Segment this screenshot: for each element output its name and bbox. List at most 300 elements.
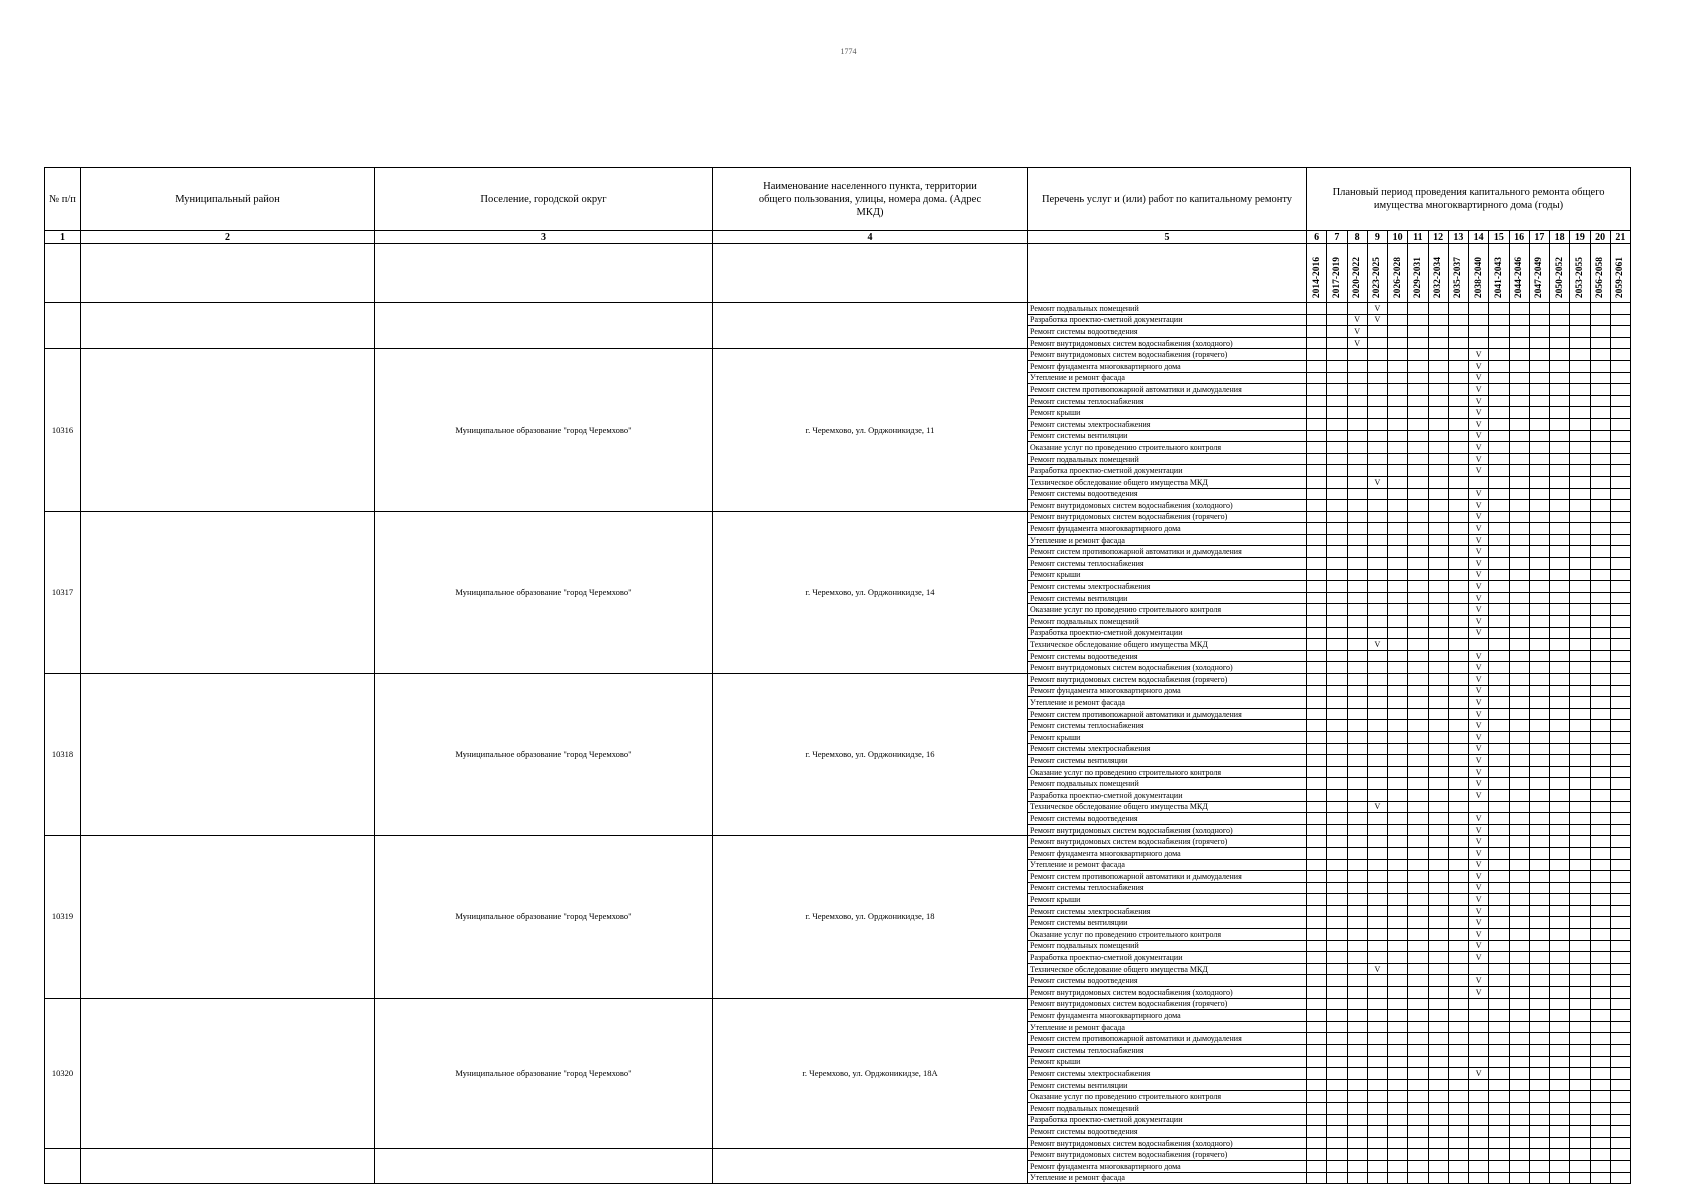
period-cell — [1570, 813, 1590, 825]
period-cell — [1610, 882, 1630, 894]
period-cell — [1509, 384, 1529, 396]
period-cell — [1448, 488, 1468, 500]
period-cell — [1610, 558, 1630, 570]
period-cell — [1570, 952, 1590, 964]
period-cell — [1610, 314, 1630, 326]
planned-mark: V — [1374, 315, 1381, 325]
period-cell — [1327, 1021, 1347, 1033]
period-cell — [1408, 476, 1428, 488]
period-cell — [1428, 1021, 1448, 1033]
period-cell — [1388, 1114, 1408, 1126]
period-cell — [1347, 697, 1367, 709]
period-cell — [1327, 1137, 1347, 1149]
period-cell — [1307, 616, 1327, 628]
period-cell — [1509, 407, 1529, 419]
period-cell — [1428, 952, 1448, 964]
period-cell — [1388, 1079, 1408, 1091]
work-item: Ремонт системы водоотведения — [1028, 1126, 1307, 1138]
period-cell — [1428, 755, 1448, 767]
period-cell — [1509, 523, 1529, 535]
period-cell — [1307, 1091, 1327, 1103]
period-cell — [1408, 1160, 1428, 1172]
period-cell — [1590, 882, 1610, 894]
period-cell — [1550, 708, 1570, 720]
period-cell — [1408, 1033, 1428, 1045]
period-cell — [1610, 488, 1630, 500]
period-cell — [1307, 685, 1327, 697]
period-cell — [1529, 1033, 1549, 1045]
period-cell — [1469, 303, 1489, 315]
period-cell — [1509, 546, 1529, 558]
period-cell — [1408, 755, 1428, 767]
period-cell — [1367, 581, 1387, 593]
period-cell — [1529, 824, 1549, 836]
planned-mark: V — [1475, 1068, 1482, 1078]
period-cell — [1610, 627, 1630, 639]
period-cell — [1408, 963, 1428, 975]
period-header — [1367, 244, 1387, 303]
period-cell — [1469, 963, 1489, 975]
period-cell — [1509, 755, 1529, 767]
period-cell — [1610, 871, 1630, 883]
period-cell — [1428, 1126, 1448, 1138]
period-cell — [1610, 360, 1630, 372]
period-cell — [1570, 1056, 1590, 1068]
period-cell — [1570, 1137, 1590, 1149]
work-item: Ремонт подвальных помещений — [1028, 940, 1307, 952]
column-number: 17 — [1529, 231, 1549, 244]
period-cell — [1469, 1114, 1489, 1126]
period-cell — [1570, 465, 1590, 477]
period-cell — [1347, 349, 1367, 361]
period-cell — [1388, 1068, 1408, 1080]
period-cell — [1570, 801, 1590, 813]
work-item: Ремонт внутридомовых систем водоснабжения (холодного) — [1028, 824, 1307, 836]
period-cell — [1428, 697, 1448, 709]
period-cell — [1307, 1010, 1327, 1022]
period-cell — [1347, 303, 1367, 315]
work-item: Оказание услуг по проведению строительного контроля — [1028, 442, 1307, 454]
period-cell — [1408, 789, 1428, 801]
period-cell — [1327, 650, 1347, 662]
period-cell — [1347, 465, 1367, 477]
period-cell — [1327, 917, 1347, 929]
planned-mark: V — [1475, 767, 1482, 777]
planned-mark: V — [1475, 732, 1482, 742]
period-cell — [1489, 418, 1509, 430]
period-cell — [1469, 1091, 1489, 1103]
period-cell — [1469, 894, 1489, 906]
period-cell — [1509, 592, 1529, 604]
period-cell — [1428, 847, 1448, 859]
work-item: Ремонт внутридомовых систем водоснабжения (горячего) — [1028, 998, 1307, 1010]
period-cell — [1489, 789, 1509, 801]
period-cell — [1408, 917, 1428, 929]
period-cell — [1307, 627, 1327, 639]
group-address: г. Черемхово, ул. Орджоникидзе, 14 — [713, 511, 1028, 673]
period-cell — [1448, 384, 1468, 396]
period-cell — [1590, 963, 1610, 975]
period-cell — [1327, 1045, 1347, 1057]
period-cell — [1590, 1102, 1610, 1114]
period-cell — [1529, 488, 1549, 500]
period-cell — [1448, 476, 1468, 488]
period-cell — [1388, 894, 1408, 906]
period-cell — [1610, 500, 1630, 512]
period-cell — [1570, 1010, 1590, 1022]
period-cell — [1529, 720, 1549, 732]
period-cell — [1428, 882, 1448, 894]
period-cell — [1448, 685, 1468, 697]
period-cell — [1367, 465, 1387, 477]
period-cell — [1590, 836, 1610, 848]
period-cell — [1347, 674, 1367, 686]
period-cell — [1367, 1068, 1387, 1080]
period-cell — [1367, 697, 1387, 709]
period-cell — [1327, 430, 1347, 442]
planned-mark: V — [1374, 303, 1381, 313]
period-cell — [1408, 697, 1428, 709]
planned-mark: V — [1475, 547, 1482, 557]
period-cell — [1327, 349, 1347, 361]
period-cell — [1570, 337, 1590, 349]
period-header — [1307, 244, 1327, 303]
period-cell — [1590, 697, 1610, 709]
period-cell — [1367, 824, 1387, 836]
table-row — [45, 511, 1631, 523]
planned-mark: V — [1475, 976, 1482, 986]
period-cell — [1509, 453, 1529, 465]
period-cell — [1509, 685, 1529, 697]
period-cell — [1428, 314, 1448, 326]
work-item: Ремонт системы теплоснабжения — [1028, 1045, 1307, 1057]
period-cell — [1469, 1160, 1489, 1172]
planned-mark: V — [1475, 558, 1482, 568]
work-item: Ремонт внутридомовых систем водоснабжения (холодного) — [1028, 337, 1307, 349]
period-cell — [1327, 987, 1347, 999]
planned-mark: V — [1475, 871, 1482, 881]
period-cell — [1550, 558, 1570, 570]
period-cell — [1327, 894, 1347, 906]
period-cell — [1509, 743, 1529, 755]
period-cell — [1489, 1045, 1509, 1057]
work-item: Ремонт внутридомовых систем водоснабжения (холодного) — [1028, 987, 1307, 999]
period-cell — [1590, 708, 1610, 720]
period-cell — [1610, 1102, 1630, 1114]
period-cell — [1610, 465, 1630, 477]
period-cell — [1529, 952, 1549, 964]
period-cell — [1327, 952, 1347, 964]
period-cell — [1428, 534, 1448, 546]
period-cell — [1610, 847, 1630, 859]
planned-mark: V — [1475, 350, 1482, 360]
period-cell — [1428, 871, 1448, 883]
period-cell — [1469, 685, 1489, 697]
period-cell — [1509, 674, 1529, 686]
period-cell — [1408, 581, 1428, 593]
period-cell — [1428, 465, 1448, 477]
period-cell — [1327, 789, 1347, 801]
period-cell — [1307, 674, 1327, 686]
period-cell — [1529, 801, 1549, 813]
period-cell — [1590, 905, 1610, 917]
period-cell — [1408, 847, 1428, 859]
period-cell — [1529, 882, 1549, 894]
period-cell — [1570, 581, 1590, 593]
period-cell — [1469, 766, 1489, 778]
period-cell — [1327, 662, 1347, 674]
period-cell — [1489, 639, 1509, 651]
period-cell — [1367, 488, 1387, 500]
period-cell — [1408, 627, 1428, 639]
period-cell — [1347, 917, 1367, 929]
period-cell — [1489, 488, 1509, 500]
period-cell — [1469, 534, 1489, 546]
period-cell — [1408, 1045, 1428, 1057]
period-cell — [1590, 569, 1610, 581]
work-item: Ремонт внутридомовых систем водоснабжения (горячего) — [1028, 836, 1307, 848]
period-cell — [1469, 998, 1489, 1010]
period-cell — [1489, 592, 1509, 604]
period-cell — [1408, 1079, 1428, 1091]
planned-mark: V — [1475, 813, 1482, 823]
period-cell — [1367, 360, 1387, 372]
column-number: 3 — [375, 231, 713, 244]
period-cell — [1509, 1126, 1529, 1138]
period-label: 2038-2040 — [1473, 256, 1484, 298]
period-cell — [1489, 1068, 1509, 1080]
period-cell — [1347, 859, 1367, 871]
period-cell — [1509, 929, 1529, 941]
period-cell — [1610, 592, 1630, 604]
period-cell — [1509, 1091, 1529, 1103]
period-cell — [1388, 534, 1408, 546]
period-cell — [1570, 430, 1590, 442]
period-cell — [1327, 998, 1347, 1010]
period-cell — [1307, 859, 1327, 871]
period-cell — [1408, 488, 1428, 500]
period-cell — [1509, 326, 1529, 338]
period-cell — [1469, 592, 1489, 604]
period-cell — [1509, 488, 1529, 500]
period-cell — [1610, 511, 1630, 523]
period-cell — [1590, 511, 1610, 523]
period-cell — [1469, 418, 1489, 430]
period-cell — [1327, 616, 1347, 628]
period-cell — [1367, 952, 1387, 964]
group-num: 10317 — [45, 511, 81, 673]
period-cell — [1590, 1091, 1610, 1103]
period-cell — [1610, 1114, 1630, 1126]
period-cell — [1428, 674, 1448, 686]
period-cell — [1529, 813, 1549, 825]
period-cell — [1590, 488, 1610, 500]
period-cell — [1489, 894, 1509, 906]
period-cell — [1489, 662, 1509, 674]
period-cell — [1489, 905, 1509, 917]
period-cell — [1448, 500, 1468, 512]
period-cell — [1610, 639, 1630, 651]
period-cell — [1509, 418, 1529, 430]
period-cell — [1610, 975, 1630, 987]
period-cell — [1388, 372, 1408, 384]
period-cell — [1448, 1010, 1468, 1022]
period-cell — [1590, 372, 1610, 384]
period-cell — [1550, 1160, 1570, 1172]
period-cell — [1327, 731, 1347, 743]
period-cell — [1489, 453, 1509, 465]
period-cell — [1489, 1102, 1509, 1114]
period-cell — [1408, 592, 1428, 604]
period-cell — [1590, 1033, 1610, 1045]
work-item: Ремонт фундамента многоквартирного дома — [1028, 1010, 1307, 1022]
work-item: Ремонт подвальных помещений — [1028, 303, 1307, 315]
group-address — [713, 303, 1028, 349]
period-cell — [1448, 859, 1468, 871]
period-cell — [1550, 1149, 1570, 1161]
period-cell — [1428, 592, 1448, 604]
period-cell — [1590, 1079, 1610, 1091]
period-cell — [1610, 1033, 1630, 1045]
planned-mark: V — [1475, 883, 1482, 893]
period-cell — [1570, 963, 1590, 975]
period-cell — [1448, 975, 1468, 987]
period-cell — [1610, 963, 1630, 975]
period-cell — [1529, 731, 1549, 743]
period-cell — [1347, 1033, 1367, 1045]
period-cell — [1327, 905, 1347, 917]
period-cell — [1529, 349, 1549, 361]
period-cell — [1367, 407, 1387, 419]
planned-mark: V — [1475, 408, 1482, 418]
period-label: 2023-2025 — [1372, 256, 1383, 298]
period-cell — [1590, 534, 1610, 546]
period-cell — [1509, 360, 1529, 372]
period-cell — [1448, 998, 1468, 1010]
period-cell — [1307, 546, 1327, 558]
period-cell — [1428, 407, 1448, 419]
period-cell — [1428, 731, 1448, 743]
period-cell — [1489, 685, 1509, 697]
period-cell — [1327, 766, 1347, 778]
schedule-body — [45, 303, 1631, 1184]
period-cell — [1388, 731, 1408, 743]
period-cell — [1529, 442, 1549, 454]
period-cell — [1448, 372, 1468, 384]
period-cell — [1408, 1091, 1428, 1103]
period-cell — [1610, 349, 1630, 361]
period-cell — [1327, 581, 1347, 593]
period-cell — [1388, 1091, 1408, 1103]
period-cell — [1388, 697, 1408, 709]
planned-mark: V — [1354, 338, 1361, 348]
work-item: Разработка проектно-сметной документации — [1028, 314, 1307, 326]
period-cell — [1550, 975, 1570, 987]
period-cell — [1307, 650, 1327, 662]
period-cell — [1489, 766, 1509, 778]
period-cell — [1307, 303, 1327, 315]
period-cell — [1570, 720, 1590, 732]
period-cell — [1327, 708, 1347, 720]
period-cell — [1590, 674, 1610, 686]
group-district — [81, 998, 375, 1149]
period-cell — [1489, 337, 1509, 349]
period-cell — [1448, 963, 1468, 975]
period-cell — [1448, 303, 1468, 315]
planned-mark: V — [1475, 755, 1482, 765]
period-cell — [1448, 395, 1468, 407]
work-item: Утепление и ремонт фасада — [1028, 1172, 1307, 1184]
period-cell — [1550, 998, 1570, 1010]
period-cell — [1529, 558, 1549, 570]
planned-mark: V — [1475, 779, 1482, 789]
period-cell — [1610, 1068, 1630, 1080]
period-cell — [1448, 337, 1468, 349]
work-item: Техническое обследование общего имущества МКД — [1028, 476, 1307, 488]
period-cell — [1448, 836, 1468, 848]
period-cell — [1347, 1137, 1367, 1149]
period-cell — [1367, 1045, 1387, 1057]
work-item: Ремонт системы водоотведения — [1028, 326, 1307, 338]
planned-mark: V — [1475, 616, 1482, 626]
period-cell — [1428, 801, 1448, 813]
period-label: 2017-2019 — [1331, 256, 1342, 298]
period-cell — [1327, 314, 1347, 326]
period-cell — [1428, 523, 1448, 535]
period-cell — [1327, 500, 1347, 512]
period-cell — [1307, 430, 1327, 442]
period-cell — [1327, 453, 1347, 465]
period-cell — [1529, 650, 1549, 662]
period-cell — [1529, 940, 1549, 952]
period-cell — [1327, 1068, 1347, 1080]
period-cell — [1367, 1149, 1387, 1161]
period-cell — [1489, 963, 1509, 975]
period-cell — [1469, 905, 1489, 917]
period-cell — [1529, 847, 1549, 859]
period-cell — [1570, 1021, 1590, 1033]
period-cell — [1489, 1010, 1509, 1022]
schedule-table — [44, 167, 1631, 1184]
period-cell — [1529, 337, 1549, 349]
period-cell — [1570, 500, 1590, 512]
period-cell — [1408, 685, 1428, 697]
period-cell — [1428, 1160, 1448, 1172]
work-item: Ремонт системы электроснабжения — [1028, 743, 1307, 755]
period-cell — [1550, 859, 1570, 871]
period-cell — [1610, 337, 1630, 349]
period-cell — [1529, 789, 1549, 801]
period-cell — [1610, 952, 1630, 964]
work-item: Ремонт подвальных помещений — [1028, 1102, 1307, 1114]
period-cell — [1347, 627, 1367, 639]
period-cell — [1347, 1126, 1367, 1138]
period-cell — [1590, 418, 1610, 430]
period-cell — [1590, 987, 1610, 999]
period-cell — [1610, 650, 1630, 662]
period-cell — [1610, 1172, 1630, 1184]
period-cell — [1307, 1102, 1327, 1114]
period-cell — [1469, 975, 1489, 987]
period-cell — [1307, 847, 1327, 859]
period-cell — [1448, 1079, 1468, 1091]
period-cell — [1469, 1045, 1489, 1057]
period-cell — [1428, 789, 1448, 801]
period-cell — [1428, 430, 1448, 442]
period-cell — [1367, 766, 1387, 778]
period-cell — [1550, 847, 1570, 859]
period-cell — [1347, 952, 1367, 964]
